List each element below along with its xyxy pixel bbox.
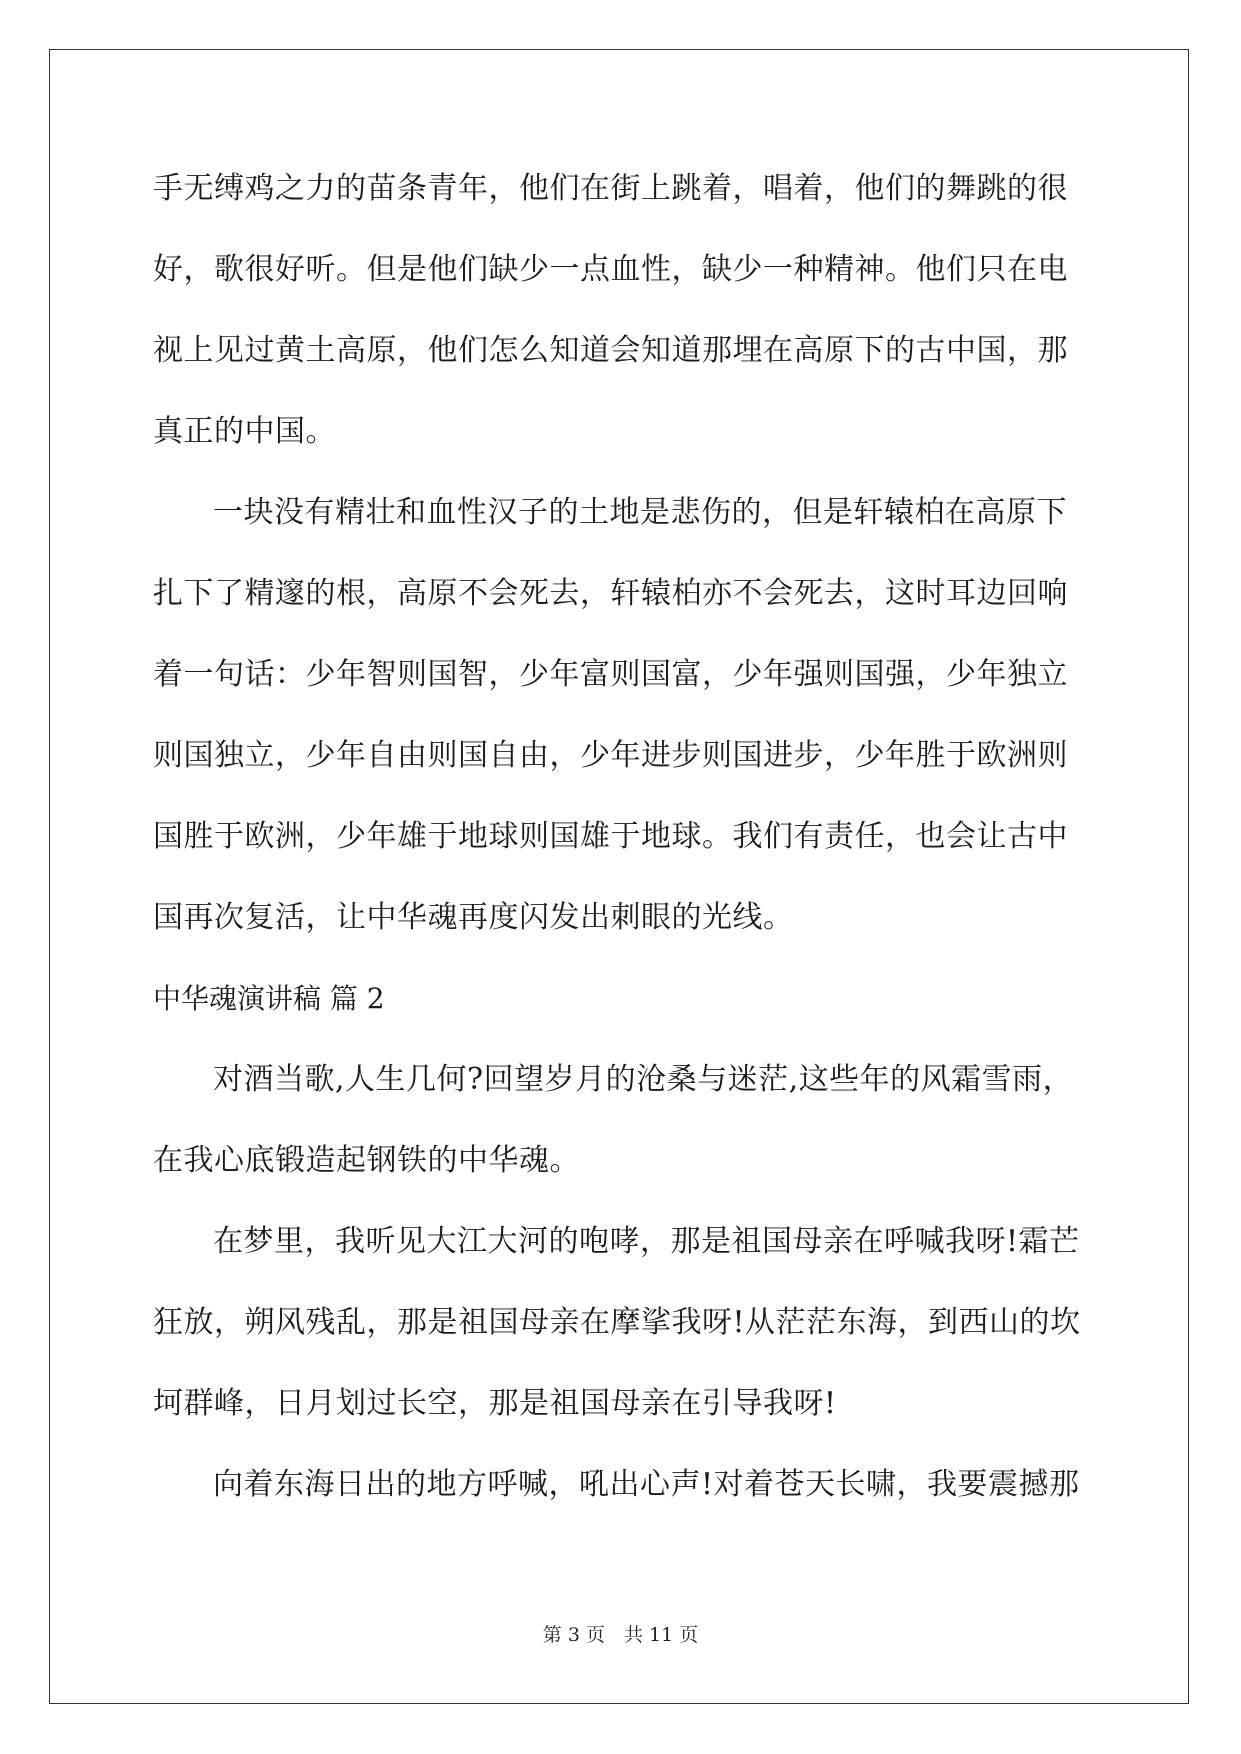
text-line: 真正的中国。 xyxy=(153,414,336,449)
text-line: 视上见过黄土高原，他们怎么知道会知道那埋在高原下的古中国，那 xyxy=(153,333,1068,368)
document-body xyxy=(153,160,1083,1537)
text-line: 好，歌很好听。但是他们缺少一点血性，缺少一种精神。他们只在电 xyxy=(153,252,1068,287)
text-line: 国再次复活，让中华魂再度闪发出刺眼的光线。 xyxy=(153,900,794,935)
text-line: 扎下了精邃的根，高原不会死去，轩辕柏亦不会死去，这时耳边回响 xyxy=(153,576,1068,611)
paragraph-first-line: 对酒当歌,人生几何?回望岁月的沧桑与迷茫,这些年的风霜雪雨， xyxy=(213,1062,1074,1097)
text-line: 着一句话：少年智则国智，少年富则国富，少年强则国强，少年独立 xyxy=(153,657,1068,692)
text-line: 手无缚鸡之力的苗条青年，他们在街上跳着，唱着，他们的舞跳的很 xyxy=(153,171,1068,206)
section-heading: 中华魂演讲稿 篇 2 xyxy=(153,982,385,1015)
page-number-footer: 第 3 页 共 11 页 xyxy=(542,1624,699,1646)
text-line: 坷群峰，日月划过长空，那是祖国母亲在引导我呀! xyxy=(153,1386,837,1421)
text-line: 狂放，朔风残乱，那是祖国母亲在摩挲我呀!从茫茫东海，到西山的坎 xyxy=(153,1305,1081,1340)
paragraph-first-line: 一块没有精壮和血性汉子的土地是悲伤的，但是轩辕柏在高原下 xyxy=(213,495,1067,530)
text-line: 国胜于欧洲，少年雄于地球则国雄于地球。我们有责任，也会让古中 xyxy=(153,819,1068,854)
text-line: 则国独立，少年自由则国自由，少年进步则国进步，少年胜于欧洲则 xyxy=(153,738,1068,773)
paragraph-first-line: 在梦里，我听见大江大河的咆哮，那是祖国母亲在呼喊我呀!霜芒 xyxy=(213,1224,1080,1259)
text-line: 在我心底锻造起钢铁的中华魂。 xyxy=(153,1143,580,1178)
paragraph-first-line: 向着东海日出的地方呼喊，吼出心声!对着苍天长啸，我要震撼那 xyxy=(213,1467,1080,1502)
